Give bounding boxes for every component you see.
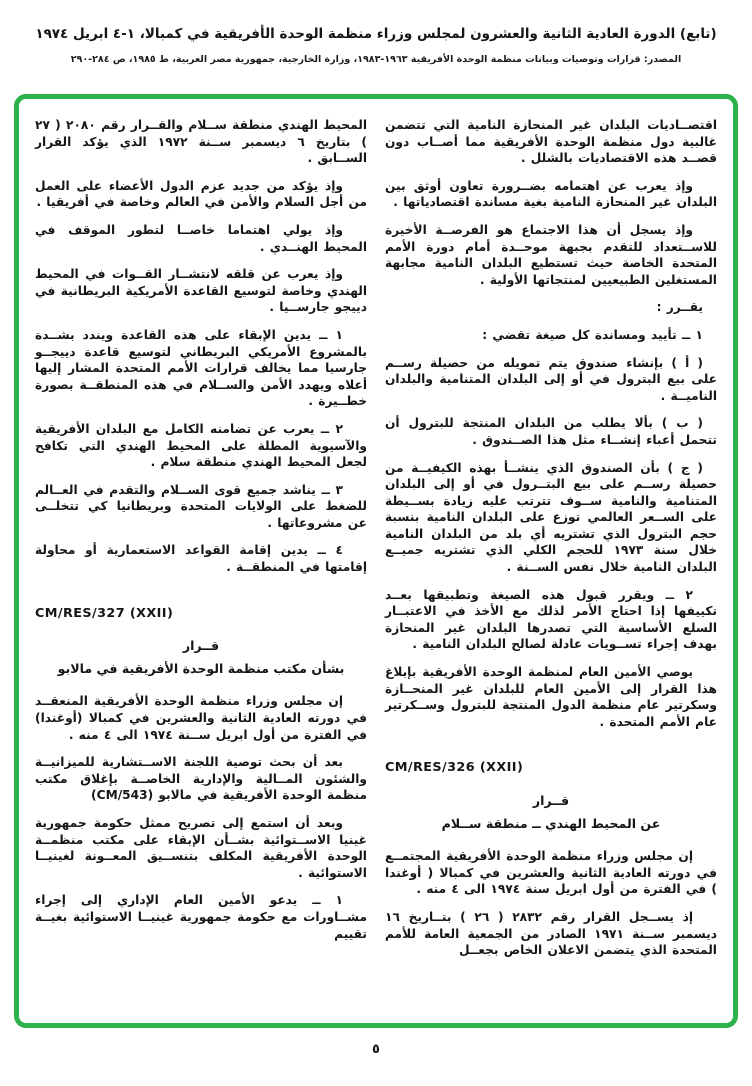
resolution-subtitle: بشأن مكتب منظمة الوحدة الأفريقية في مالابو <box>57 660 345 676</box>
resolution-subtitle: عن المحيط الهندي ــ منطقة ســلام <box>441 815 661 831</box>
numbered-item: ١ ــ يدعو الأمين العام الإداري إلى إجراء مشــاورات مع حكومة جمهورية غينيــا الاستوائية بغيــة تقييم <box>35 893 367 941</box>
numbered-item: ١ ــ يدين الإبقاء على هذه القاعدة ويندد بشــدة بالمشروع الأمريكي البريطاني لتوسيع قاعدة دييجــو جارسيا مما يخالف قرارات الأمم المتحدة المشار إليها أعلاه ويهدد الأمن والســلام في هذه المنطقــة بصورة خطــيرة . <box>35 327 367 409</box>
lettered-item: ( ج ) بأن الصندوق الذي ينشــأ بهذه الكيفيــة من حصيلة رســم على بيع البتــرول في أو إلى البلدان المتنامية والنامية ســوف تترتب عليه زيادة بســيطة على الســعر العالمي توزع على البلدان النامية بنسبة حجم البترول الذي تشتريه أي بلد من البلدان النامية خلال سنة ١٩٧٣ للحجم الكلي الذي تشتريه جميــع البلدان النامية خلال نفس الســنة . <box>385 460 718 575</box>
numbered-item: ٢ ــ ويقرر قبول هذه الصيغة وتطبيقها بعــد تكييفها إذا احتاج الأمر لذلك مع الأخذ في الاعتبــار السلع الأساسية التي تصدرها البلدان غير المنحازة بهدف إجراء تســويات عادلة لصالح البلدان النامية . <box>385 587 717 652</box>
numbered-item: ٢ ــ يعرب عن تضامنه الكامل مع البلدان الأفريقية والآسيوية المطلة على المحيط الهندي التي تكافح لجعل المحيط الهندي منطقة سلام . <box>35 421 367 470</box>
paragraph: إن مجلس وزراء منظمة الوحدة الأفريقية المجتمــع في دورته العادية الثانية والعشرين في كمبالا ( أوغندا ) في الفترة من أول ابريل سنة ١٩٧٤ الى ٤ منه . <box>385 849 717 897</box>
paragraph: اقتصــاديات البلدان غير المنحازة النامية التي تتضمن غالبية دول منظمة الوحدة الأفريقية مما أصــاب دون قصــد هذه الاقتصاديات بالشلل . <box>385 118 717 166</box>
numbered-item: ٤ ــ يدين إقامة القواعد الاستعمارية أو محاولة إقامتها في المنطقــة . <box>35 543 367 575</box>
decides-label: يقــرر : <box>656 300 703 315</box>
numbered-item: ١ ــ تأييد ومساندة كل صيغة تقضي : <box>482 327 703 342</box>
lettered-item: ( أ ) بإنشاء صندوق يتم تمويله من حصيلة رســم على بيع البترول في أو إلى البلدان المتنامية والبلدان الناميــة . <box>385 355 717 403</box>
column-left-second <box>35 117 367 1013</box>
lettered-item: ( ب ) بألا يطلب من البلدان المنتجة للبترول أن تتحمل أعباء إنشــاء مثل هذا الصــندوق . <box>385 416 717 447</box>
numbered-item: ٣ ــ يناشد جميع قوى الســلام والتقدم في العــالم للضغط على الولايات المتحدة وبريطانيا كي تتخلــى عن مشروعاتها . <box>35 482 367 530</box>
paragraph: وإذ يولي اهتماما خاصــا لتطور الموقف في المحيط الهنــدي . <box>35 222 367 254</box>
paragraph: وإذ يسجل أن هذا الاجتماع هو الفرصــة الأخيرة للاســتعداد للتقدم بجبهة موحــدة أمام دورة الأمم المتحدة الخاصة حيث تستطيع البلدان النامية مجابهة المستغلين الطبيعيين لمنتجاتها الأولية . <box>385 222 717 287</box>
content-frame <box>14 94 738 1028</box>
paragraph: إذ يســجل القرار رقم ٢٨٣٢ ( ٢٦ ) بتــاريخ ١٦ ديسمبر ســنة ١٩٧١ الصادر من الجمعية العامة للأمم المتحدة الذي يتضمن الاعلان الخاص بجعــل <box>385 909 717 958</box>
paragraph: يوصي الأمين العام لمنظمة الوحدة الأفريقية بإبلاغ هذا القرار إلى الأمين العام للبلدان غير المنحــازة وسكرتير عام منظمة الدول المنتجة للبترول وســكرتير عام الأمم المتحدة . <box>385 665 717 729</box>
resolution-heading: قــرار <box>182 638 220 654</box>
paragraph: المحيط الهندي منطقة ســلام والقــرار رقم ٢٠٨٠ ( ٢٧ ) بتاريخ ٦ ديسمبر ســنة ١٩٧٢ الذي يؤكد القرار الســابق . <box>35 118 368 166</box>
paragraph: بعد أن بحث توصية اللجنة الاســتشارية للميزانيــة والشئون المــالية والإدارية الخاصــة بإغلاق مكتب منظمة الوحدة الأفريقية في مالابو (CM/543) <box>35 755 367 803</box>
resolution-code: CM/RES/326 (XXII) <box>385 760 524 776</box>
page-header <box>0 26 752 65</box>
resolution-heading: قــرار <box>532 793 570 808</box>
column-right-first <box>385 117 717 1013</box>
paragraph: وإذ يعرب عن اهتمامه بضــرورة تعاون أوثق بين البلدان غير المنحازة النامية بغية مساندة اقتصادياتها . <box>385 178 717 210</box>
page-number: ٥ <box>372 1042 380 1057</box>
session-title: (تابع) الدورة العادية الثانية والعشرون لمجلس وزراء منظمة الوحدة الأفريقية في كمبالا، ١-٤ ابريل ١٩٧٤ <box>35 26 717 42</box>
paragraph: وإذ يعرب عن قلقه لانتشــار القــوات في المحيط الهندي وخاصة لتوسيع القاعدة الأمريكية البريطانية في دييجو جارســيا . <box>35 267 367 315</box>
source-citation: المصدر: قرارات وتوصيات وبيانات منظمة الوحدة الأفريقية ١٩٦٣-١٩٨٣، وزارة الخارجية، جمهورية مصر العربية، ط ١٩٨٥، ص ٢٨٤-٢٩٠ <box>70 54 682 65</box>
paragraph: وبعد أن استمع إلى تصريح ممثل حكومة جمهورية غينيا الاســتوائية بشــأن الإبقاء على مكتب منظمــة الوحدة الأفريقية المكلف بتنســيق المعــونة لغينيــا الاستوائية . <box>35 816 367 880</box>
paragraph: إن مجلس وزراء منظمة الوحدة الأفريقية المنعقــد في دورته العادية الثانية والعشرين في كمبالا (أوغندا) في الفترة من أول ابريل ســنة ١٩٧٤ الى ٤ منه . <box>35 694 367 742</box>
resolution-code: CM/RES/327 (XXII) <box>35 605 174 621</box>
paragraph: وإذ يؤكد من جديد عزم الدول الأعضاء على العمل من أجل السلام والأمن في العالم وخاصة في أفريقيا . <box>35 178 367 210</box>
